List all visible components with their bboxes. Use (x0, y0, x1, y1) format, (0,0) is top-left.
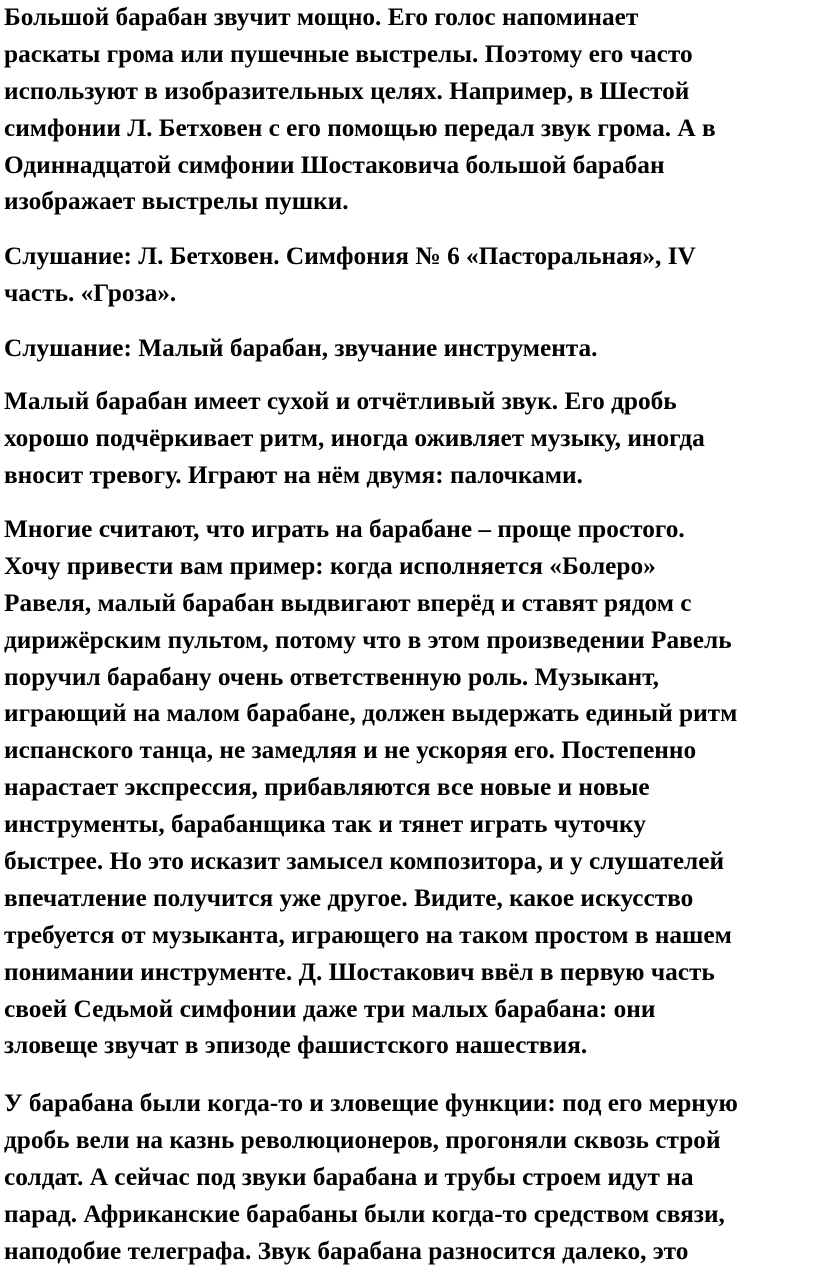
text-line: требуется от музыканта, играющего на таком простом в нашем (4, 920, 732, 949)
text-line: парад. Африканские барабаны были когда-то средством связи, (4, 1199, 725, 1228)
text-line: дирижёрским пультом, потому что в этом произведении Равель (4, 625, 732, 654)
text-line: быстрее. Но это исказит замысел композитора, и у слушателей (4, 847, 725, 876)
text-line: вносит тревогу. Играют на нём двумя: палочками. (4, 460, 583, 489)
text-line: поручил барабану очень ответственную роль. Музыкант, (4, 662, 659, 691)
text-line: инструменты, барабанщика так и тянет играть чуточку (4, 810, 646, 839)
text-line: часть. «Гроза». (4, 278, 177, 307)
text-line: понимании инструменте. Д. Шостакович ввёл в первую часть (4, 957, 715, 986)
text-line: Слушание: Л. Бетховен. Симфония № 6 «Пасторальная», IV (4, 242, 696, 270)
text-line: Одиннадцатой симфонии Шостаковича большой барабан (4, 150, 665, 179)
text-line: испанского танца, не замедляя и не ускоряя его. Постепенно (4, 736, 697, 765)
text-line: своей Седьмой симфонии даже три малых барабана: они (4, 994, 656, 1023)
text-line: хорошо подчёркивает ритм, иногда оживляет музыку, иногда (4, 423, 705, 452)
text-line: дробь вели на казнь революционеров, прогоняли сквозь строй (4, 1125, 721, 1154)
paragraph-snare-drum (4, 383, 705, 494)
text-line: Многие считают, что играть на барабане – проще простого. (4, 515, 685, 543)
text-line: Малый барабан имеет сухой и отчётливый звук. Его дробь (4, 387, 677, 415)
text-line: нарастает экспрессия, прибавляются все новые и новые (4, 773, 650, 802)
paragraph-listening-beethoven (4, 238, 696, 312)
text-line: Слушание: Малый барабан, звучание инструмента. (4, 334, 598, 362)
text-line: впечатление получится уже другое. Видите, какое искусство (4, 883, 694, 912)
text-line: солдат. А сейчас под звуки барабана и трубы строем идут на (4, 1162, 694, 1191)
text-line: играющий на малом барабане, должен выдержать единый ритм (4, 699, 738, 728)
text-line: Большой барабан звучит мощно. Его голос напоминает (4, 3, 639, 31)
paragraph-bass-drum (4, 0, 716, 220)
text-line: Равеля, малый барабан выдвигают вперёд и ставят рядом с (4, 588, 692, 617)
text-line: используют в изобразительных целях. Например, в Шестой (4, 76, 690, 105)
text-line: изображает выстрелы пушки. (4, 187, 349, 216)
text-line: У барабана были когда-то и зловещие функции: под его мерную (4, 1089, 738, 1117)
text-line: раскаты грома или пушечные выстрелы. Поэтому его часто (4, 39, 693, 68)
text-line: симфонии Л. Бетховен с его помощью передал звук грома. А в (4, 113, 716, 142)
paragraph-bolero (4, 511, 737, 1064)
paragraph-drum-history (4, 1085, 738, 1269)
text-line: Хочу привести вам пример: когда исполняется «Болеро» (4, 551, 656, 580)
text-line: наподобие телеграфа. Звук барабана разносится далеко, это (4, 1236, 689, 1265)
text-line: зловеще звучат в эпизоде фашистского нашествия. (4, 1031, 588, 1060)
paragraph-listening-snare (4, 330, 598, 367)
